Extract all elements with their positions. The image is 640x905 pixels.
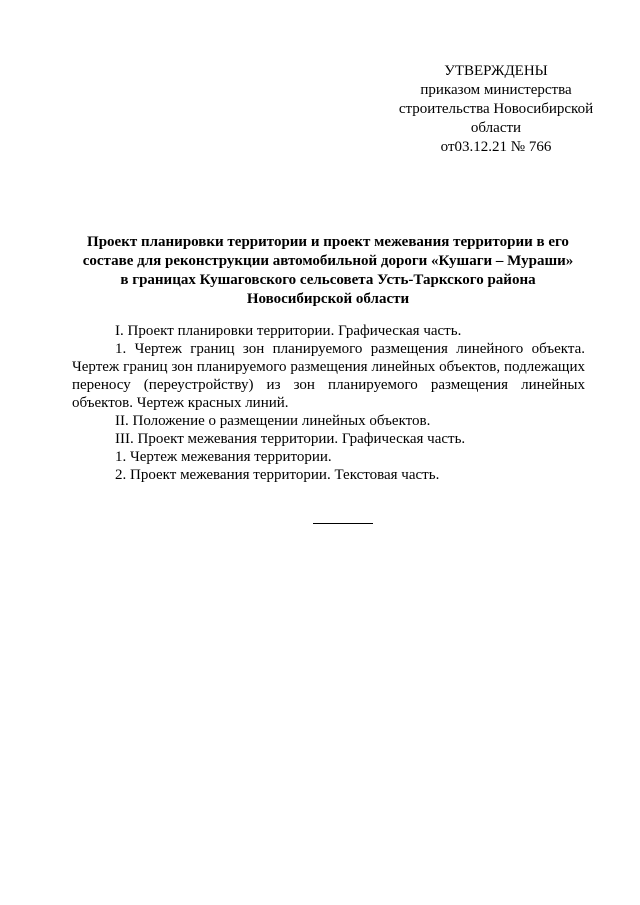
approval-ministry-line: строительства Новосибирской bbox=[398, 101, 594, 117]
approval-stamp bbox=[380, 62, 612, 157]
approval-heading: УТВЕРЖДЕНЫ bbox=[444, 63, 548, 79]
approval-region-line: области bbox=[470, 120, 522, 136]
approval-date-number: от03.12.21 № 766 bbox=[440, 139, 552, 155]
end-divider bbox=[313, 523, 373, 524]
contents-item-3-2: 2. Проект межевания территории. Текстовая часть. bbox=[115, 467, 440, 483]
approval-order-line: приказом министерства bbox=[420, 82, 572, 98]
document-contents bbox=[72, 322, 585, 484]
contents-item-section-3: III. Проект межевания территории. Графическая часть. bbox=[115, 431, 466, 447]
contents-item-3-1: 1. Чертеж межевания территории. bbox=[115, 449, 332, 465]
document-title: Проект планировки территории и проект межевания территории в его составе для реконструкции автомобильной дороги «Кушаги – Мураши» в границах Кушаговского сельсовета Усть-Таркского района Новосибирской области bbox=[82, 234, 574, 307]
contents-item-section-1: I. Проект планировки территории. Графическая часть. bbox=[115, 323, 462, 339]
contents-item-section-2: II. Положение о размещении линейных объектов. bbox=[115, 413, 431, 429]
contents-item-1-1: 1. Чертеж границ зон планируемого размещения линейного объекта. Чертеж границ зон планируемого размещения линейных объектов, подлежащих переносу (переустройству) из зон планируемого размещения линейных объектов. Чертеж красных линий. bbox=[72, 341, 585, 411]
